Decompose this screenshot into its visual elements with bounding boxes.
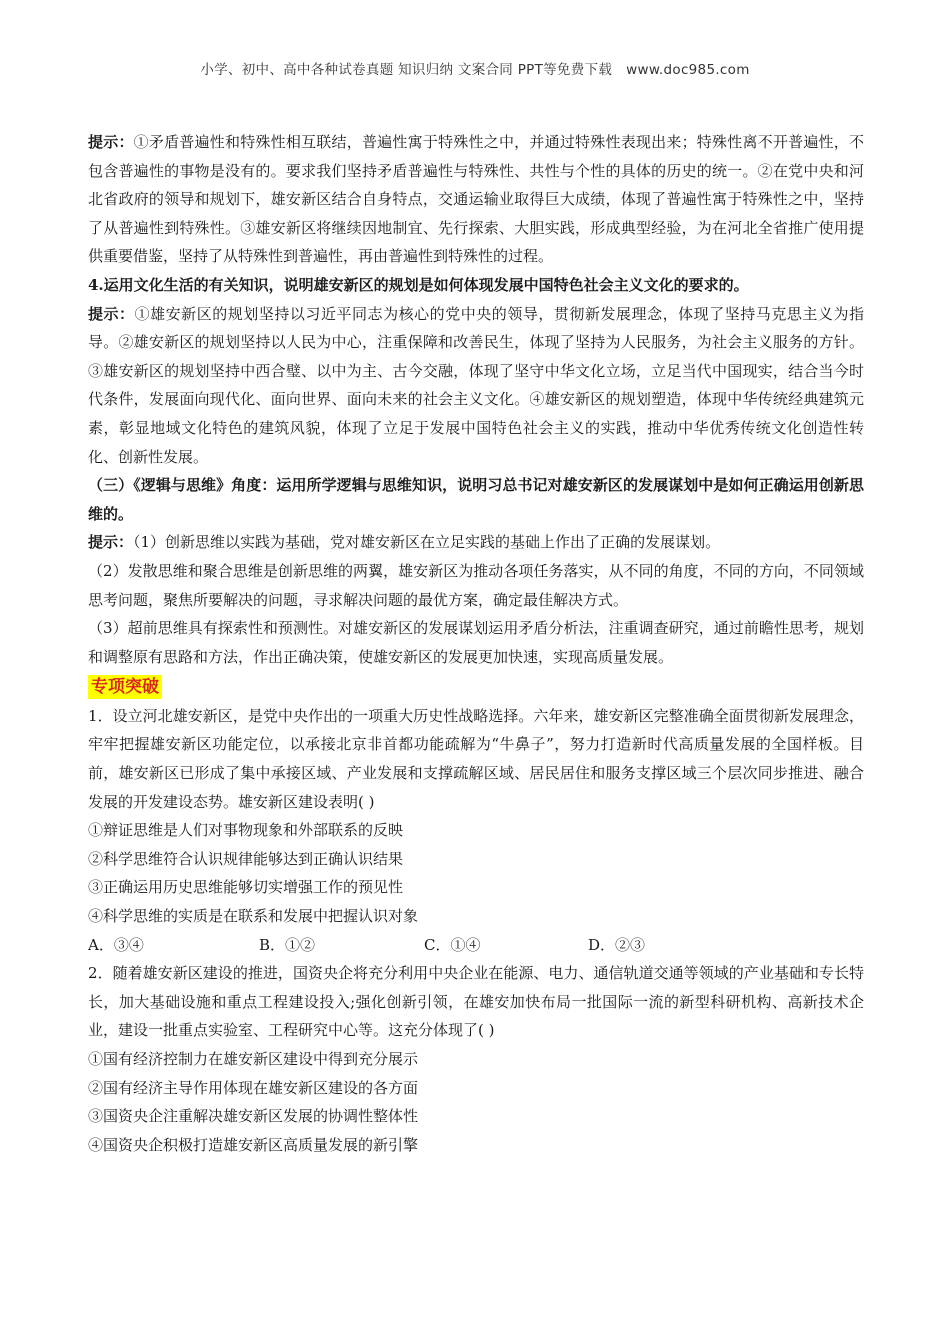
- question-1-item-4: ④科学思维的实质是在联系和发展中把握认识对象: [88, 907, 419, 926]
- option-b: B．①②: [259, 935, 316, 954]
- hint-paragraph-1: [88, 128, 864, 271]
- page-header: [0, 58, 950, 78]
- question-1-item-3: ③正确运用历史思维能够切实增强工作的预见性: [88, 878, 404, 897]
- question-heading-4: 4.运用文化生活的有关知识，说明雄安新区的规划是如何体现发展中国特色社会主义文化的要求的。: [88, 275, 749, 294]
- hint-point-2: （2）发散思维和聚合思维是创新思维的两翼，雄安新区为推动各项任务落实，从不同的角度，不同的方向，不同领域思考问题，聚焦所要解决的问题，寻求解决问题的最优方案，确定最佳解决方式。: [88, 561, 864, 609]
- section-heading-logic: （三）《逻辑与思维》角度：运用所学逻辑与思维知识，说明习总书记对雄安新区的发展谋划中是如何正确运用创新思维的。: [88, 476, 864, 523]
- question-1-options: [88, 931, 864, 960]
- hint-text: ①雄安新区的规划坚持以习近平同志为核心的党中央的领导，贯彻新发展理念，体现了坚持马克思主义为指导。②雄安新区的规划坚持以人民为中心，注重保障和改善民生，体现了坚持为人民服务，为社会主义服务的方针。③雄安新区的规划坚持中西合璧、以中为主、古今交融，体现了坚守中华文化立场，立足当代中国现实，结合当今时代条件，发展面向现代化、面向世界、面向未来的社会主义文化。④雄安新区的规划塑造，体现中华传统经典建筑元素，彰显地域文化特色的建筑风貌，体现了立足于发展中国特色社会主义的实践，推动中华优秀传统文化创造性转化、创新性发展。: [88, 304, 864, 466]
- header-url[interactable]: www.doc985.com: [626, 62, 750, 78]
- hint-text: ①矛盾普遍性和特殊性相互联结，普遍性寓于特殊性之中，并通过特殊性表现出来；特殊性离不开普遍性，不包含普遍性的事物是没有的。要求我们坚持矛盾普遍性与特殊性、共性与个性的具体的历史的统一。②在党中央和河北省政府的领导和规划下，雄安新区结合自身特点，交通运输业取得巨大成绩，体现了普遍性寓于特殊性之中，坚持了从普遍性到特殊性。③雄安新区将继续因地制宜、先行探索、大胆实践，形成典型经验，为在河北全省推广使用提供重要借鉴，坚持了从特殊性到普遍性，再由普遍性到特殊性的过程。: [88, 133, 864, 266]
- hint-label: 提示：: [88, 533, 134, 552]
- hint-label: 提示：: [88, 133, 134, 151]
- hint-paragraph-2: [88, 300, 864, 472]
- option-c: C．①④: [424, 935, 481, 954]
- hint-text: （1）创新思维以实践为基础，党对雄安新区在立足实践的基础上作出了正确的发展谋划。: [133, 533, 721, 552]
- section-tag-container: [88, 671, 864, 702]
- question-2-item-2: ②国有经济主导作用体现在雄安新区建设的各方面: [88, 1078, 419, 1097]
- question-2-stem: 2．随着雄安新区建设的推进，国资央企将充分利用中央企业在能源、电力、通信轨道交通等领域的产业基础和专长特长，加大基础设施和重点工程建设投入;强化创新引领，在雄安加快布局一批国际一流的新型科研机构、高新技术企业，建设一批重点实验室、工程研究中心等。这充分体现了( ): [88, 964, 864, 1040]
- document-body: [88, 128, 864, 1159]
- question-2-item-1: ①国有经济控制力在雄安新区建设中得到充分展示: [88, 1050, 419, 1068]
- question-2-item-4: ④国资央企积极打造雄安新区高质量发展的新引擎: [88, 1135, 419, 1154]
- hint-paragraph-3: [88, 528, 864, 557]
- hint-label: 提示：: [88, 304, 135, 323]
- question-2-item-3: ③国资央企注重解决雄安新区发展的协调性整体性: [88, 1107, 419, 1126]
- option-a: A．③④: [88, 935, 144, 954]
- section-tag: 专项突破: [88, 675, 162, 699]
- question-1-item-1: ①辩证思维是人们对事物现象和外部联系的反映: [88, 821, 404, 840]
- question-1-item-2: ②科学思维符合认识规律能够达到正确认识结果: [88, 849, 404, 868]
- hint-point-3: （3）超前思维具有探索性和预测性。对雄安新区的发展谋划运用矛盾分析法，注重调查研究，通过前瞻性思考，规划和调整原有思路和方法，作出正确决策，使雄安新区的发展更加快速，实现高质量发展。: [88, 619, 864, 666]
- option-d: D．②③: [588, 935, 646, 954]
- question-1-stem: 1．设立河北雄安新区，是党中央作出的一项重大历史性战略选择。六年来，雄安新区完整准确全面贯彻新发展理念，牢牢把握雄安新区功能定位，以承接北京非首都功能疏解为“牛鼻子”，努力打造新时代高质量发展的全国样板。目前，雄安新区已形成了集中承接区域、产业发展和支撑疏解区域、居民居住和服务支撑区域三个层次同步推进、融合发展的开发建设态势。雄安新区建设表明( ): [88, 706, 864, 811]
- header-text: 小学、初中、高中各种试卷真题 知识归纳 文案合同 PPT等免费下载: [200, 62, 613, 78]
